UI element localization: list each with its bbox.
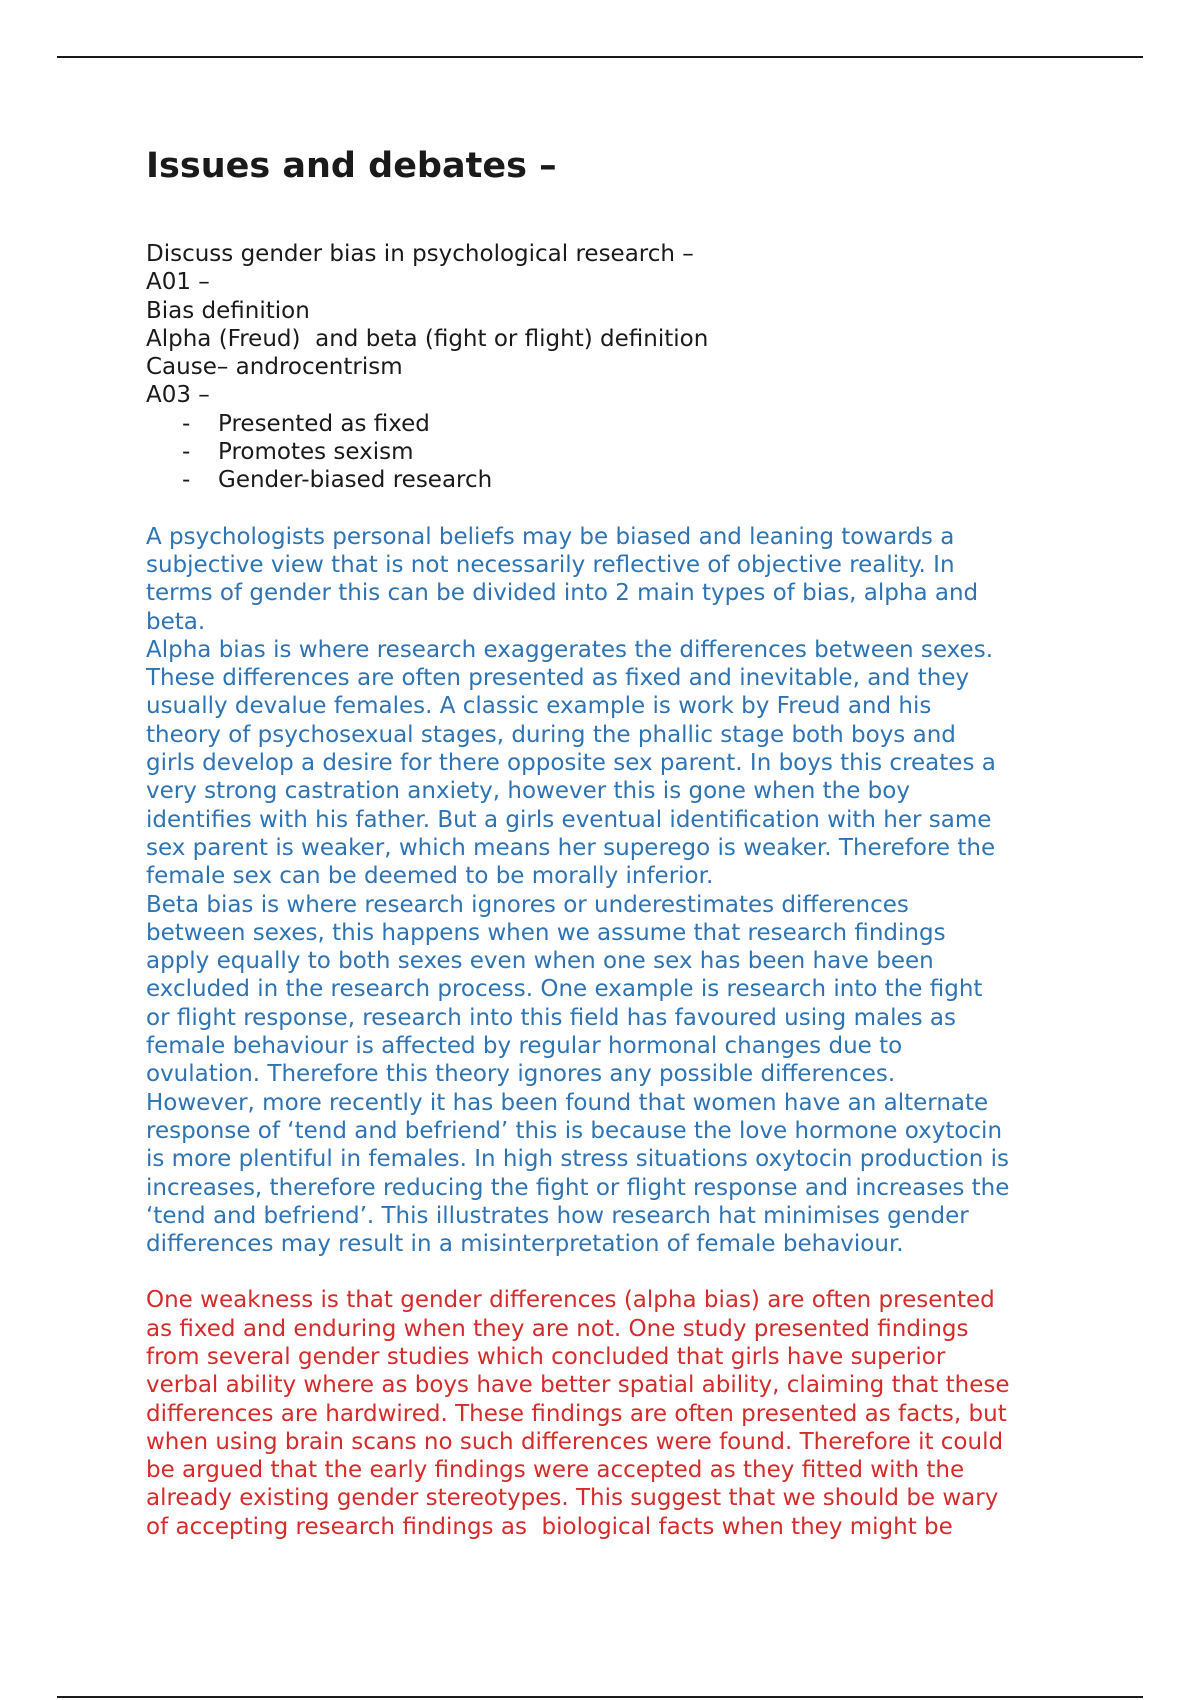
ao3-bullet-item — [146, 410, 1086, 438]
ao1-text-line: very strong castration anxiety, however this is gone when the boy — [146, 778, 910, 805]
ao1-text-line: terms of gender this can be divided into 2 main types of bias, alpha and — [146, 580, 979, 607]
bullet-text: Promotes sexism — [218, 439, 414, 466]
ao1-item: Cause– androcentrism — [146, 354, 403, 381]
essay-question: Discuss gender bias in psychological research – — [146, 241, 694, 267]
bullet-dash: - — [182, 467, 191, 494]
ao1-label: A01 – — [146, 269, 210, 296]
ao1-text-line: or flight response, research into this field has favoured using males as — [146, 1004, 956, 1031]
ao1-text-line: However, more recently it has been found that women have an alternate — [146, 1089, 989, 1116]
ao1-text-line: increases, therefore reducing the fight or flight response and increases the — [146, 1174, 1010, 1201]
ao1-item: Alpha (Freud) and beta (fight or flight) definition — [146, 325, 709, 352]
ao3-bullet-item — [146, 466, 1086, 494]
ao3-bullet-item — [146, 438, 1086, 466]
ao1-text-line: sex parent is weaker, which means her superego is weaker. Therefore the — [146, 834, 996, 861]
document-body — [146, 140, 1086, 1541]
ao1-text-line: excluded in the research process. One example is research into the fight — [146, 976, 983, 1003]
bullet-text: Gender-biased research — [218, 467, 493, 494]
footer-rule — [57, 1696, 1143, 1698]
ao3-text-line: be argued that the early findings were accepted as they fitted with the — [146, 1457, 965, 1484]
ao3-paragraph — [146, 1286, 1086, 1541]
ao1-text-line: is more plentiful in females. In high stress situations oxytocin production is — [146, 1146, 1009, 1173]
ao1-text-line: subjective view that is not necessarily reflective of objective reality. In — [146, 551, 955, 578]
ao1-text-line: female sex can be deemed to be morally inferior. — [146, 863, 714, 890]
ao1-text-line: differences may result in a misinterpretation of female behaviour. — [146, 1231, 904, 1258]
ao1-text-line: beta. — [146, 608, 206, 635]
ao1-text-line: usually devalue females. A classic example is work by Freud and his — [146, 693, 932, 720]
ao3-text-line: already existing gender stereotypes. This suggest that we should be wary — [146, 1485, 999, 1512]
ao1-item: Bias definition — [146, 297, 310, 324]
ao1-text-line: apply equally to both sexes even when one sex has been have been — [146, 948, 934, 975]
ao3-text-line: One weakness is that gender differences (alpha bias) are often presented — [146, 1287, 995, 1314]
ao1-text-line: female behaviour is affected by regular hormonal changes due to — [146, 1033, 903, 1060]
essay-plan — [146, 240, 1086, 495]
ao1-text-line: response of ‘tend and befriend’ this is because the love hormone oxytocin — [146, 1117, 1003, 1144]
bullet-dash: - — [182, 439, 191, 466]
ao1-text-line: A psychologists personal beliefs may be biased and leaning towards a — [146, 523, 955, 550]
ao1-paragraphs — [146, 523, 1086, 1259]
ao3-text-line: differences are hardwired. These findings are often presented as facts, but — [146, 1400, 1007, 1427]
ao1-text-line: between sexes, this happens when we assume that research findings — [146, 919, 946, 946]
ao1-text-line: Beta bias is where research ignores or underestimates differences — [146, 891, 909, 918]
ao1-text-line: These differences are often presented as fixed and inevitable, and they — [146, 665, 970, 692]
ao1-text-line: identifies with his father. But a girls eventual identification with her same — [146, 806, 992, 833]
ao1-text-line: ovulation. Therefore this theory ignores any possible differences. — [146, 1061, 896, 1088]
ao3-text-line: as fixed and enduring when they are not. One study presented findings — [146, 1315, 969, 1342]
ao3-text-line: verbal ability where as boys have better spatial ability, claiming that these — [146, 1372, 1010, 1399]
ao1-text-line: ‘tend and befriend’. This illustrates how research hat minimises gender — [146, 1202, 969, 1229]
ao3-bullet-list — [146, 410, 1086, 495]
ao3-text-line: of accepting research findings as biological facts when they might be — [146, 1513, 953, 1540]
ao1-text-line: girls develop a desire for there opposite sex parent. In boys this creates a — [146, 750, 996, 777]
page-title: Issues and debates – — [146, 146, 557, 186]
bullet-dash: - — [182, 410, 191, 437]
bullet-text: Presented as fixed — [218, 410, 430, 437]
ao3-text-line: from several gender studies which concluded that girls have superior — [146, 1343, 946, 1370]
ao3-text-line: when using brain scans no such differences were found. Therefore it could — [146, 1428, 1004, 1455]
header-rule — [57, 56, 1143, 58]
ao1-text-line: theory of psychosexual stages, during the phallic stage both boys and — [146, 721, 956, 748]
ao1-text-line: Alpha bias is where research exaggerates the differences between sexes. — [146, 636, 994, 663]
ao3-label: A03 – — [146, 382, 210, 409]
